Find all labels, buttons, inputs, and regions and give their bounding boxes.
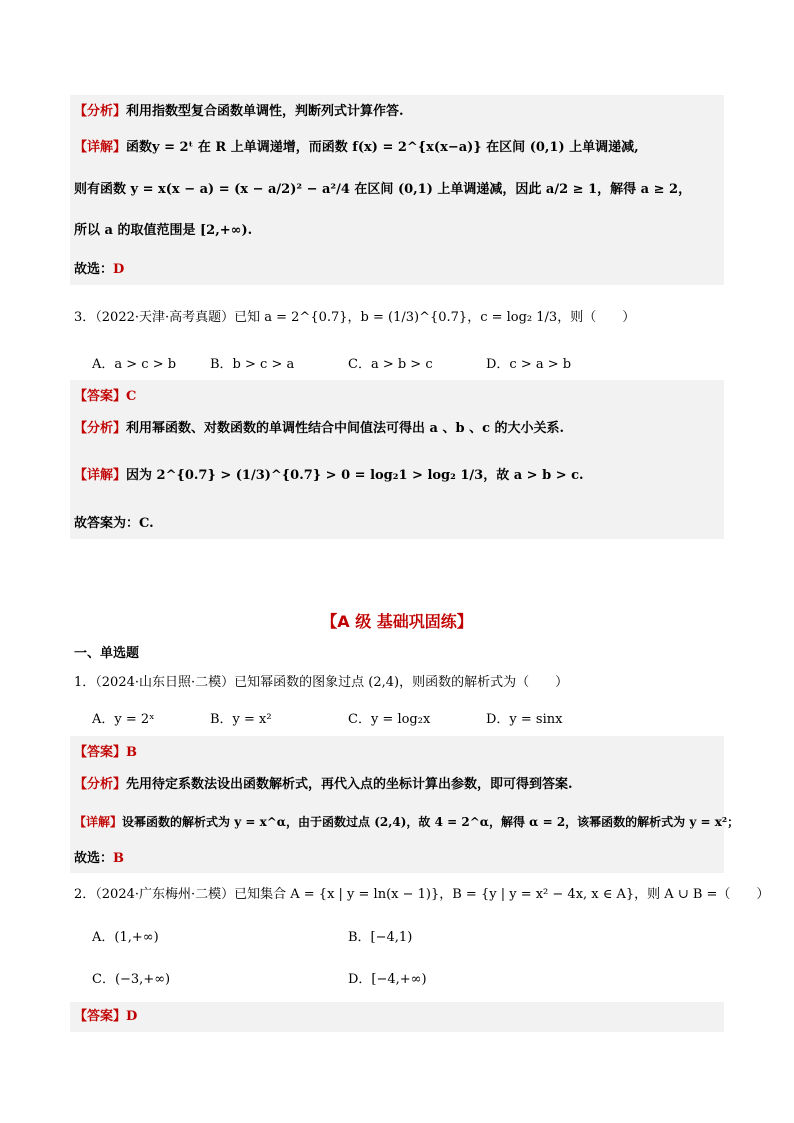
q3-answer-line [74, 388, 136, 406]
question-a1-stem: 1．（2024·山东日照·二模）已知幂函数的图象过点 (2,4)，则函数的解析式为（ ） [74, 675, 569, 690]
detail-text: 设幂函数的解析式为 y = x^α，由于函数过点 (2,4)，故 4 = 2^α，解得 α = 2，该幂函数的解析式为 y = x²； [122, 815, 740, 829]
detail-text-1: 函数y = 2ᵗ 在 R 上单调递增，而函数 f(x) = 2^{x(x−a)} 在区间 (0,1) 上单调递减, [126, 140, 639, 155]
choice-label: 故选： [74, 262, 114, 277]
qa1-option-b: B．y = x² [210, 712, 272, 727]
choice-value: D [113, 262, 125, 277]
qa2-answer-line [74, 1008, 137, 1026]
solution-block-a1 [70, 736, 724, 873]
qa2-option-c: C．(−3,+∞) [92, 972, 171, 987]
section-title: 【A 级 基础巩固练】 [321, 612, 473, 631]
answer-value: C [126, 389, 137, 404]
solution-block-q3 [70, 380, 724, 539]
choice-line [74, 261, 124, 279]
answer-value: B [126, 745, 138, 760]
analysis-text: 利用幂函数、对数函数的单调性结合中间值法可得出 a 、b 、c 的大小关系. [126, 421, 565, 436]
detail-text-2: 则有函数 y = x(x − a) = (x − a/2)² − a²/4 在区间 (0,1) 上单调递减，因此 a/2 ≥ 1，解得 a ≥ 2， [74, 182, 692, 197]
q3-detail-line [74, 467, 584, 485]
answer-tag: 【答案】 [74, 1009, 127, 1024]
q3-final-line [74, 515, 154, 533]
choice-value: B [113, 851, 125, 866]
qa1-option-d: D．y = sinx [486, 712, 563, 727]
detail-text-3: 所以 a 的取值范围是 [2,+∞). [74, 223, 253, 238]
analysis-line [74, 103, 404, 121]
analysis-text: 利用指数型复合函数单调性，判断列式计算作答. [126, 104, 404, 119]
answer-tag: 【答案】 [74, 389, 127, 404]
detail-tag: 【详解】 [74, 140, 127, 155]
section-subtitle: 一、单选题 [74, 646, 140, 661]
qa1-option-c: C．y = log₂x [348, 712, 431, 727]
analysis-text: 先用待定系数法设出函数解析式，再代入点的坐标计算出参数，即可得到答案. [126, 777, 573, 792]
answer-value: D [126, 1009, 138, 1024]
solution-block-a2 [70, 1002, 724, 1032]
qa1-detail-line [74, 813, 739, 831]
qa1-answer-line [74, 744, 137, 762]
q3-option-a: A．a > c > b [92, 357, 177, 372]
q3-analysis-line [74, 420, 564, 438]
qa1-choice-line [74, 850, 124, 868]
detail-tag: 【详解】 [74, 468, 127, 483]
question-3-stem: 3．（2022·天津·高考真题）已知 a = 2^{0.7}，b = (1/3)^{0.7}，c = log₂ 1/3，则（ ） [74, 310, 636, 325]
q3-option-b: B．b > c > a [210, 357, 295, 372]
choice-label: 故选： [74, 851, 114, 866]
detail-text: 因为 2^{0.7} > (1/3)^{0.7} > 0 = log₂1 > log₂ 1/3，故 a > b > c. [126, 468, 584, 483]
qa1-option-a: A．y = 2ˣ [92, 712, 155, 727]
q3-option-d: D．c > a > b [486, 357, 572, 372]
detail-tag: 【详解】 [74, 815, 123, 829]
analysis-tag: 【分析】 [74, 104, 127, 119]
q3-option-c: C．a > b > c [348, 357, 433, 372]
qa1-analysis-line [74, 776, 573, 794]
analysis-tag: 【分析】 [74, 777, 127, 792]
final-answer: 故答案为：C. [74, 516, 154, 531]
question-a2-stem: 2．（2024·广东梅州·二模）已知集合 A = {x | y = ln(x − 1)}，B = {y | y = x² − 4x, x ∈ A}，则 A ∪ B =（ ） [74, 887, 770, 902]
qa2-option-d: D．[−4,+∞) [348, 972, 427, 987]
detail-line-3 [74, 222, 252, 240]
answer-tag: 【答案】 [74, 745, 127, 760]
detail-line-1 [74, 139, 639, 157]
qa2-option-b: B．[−4,1) [348, 930, 413, 945]
qa2-option-a: A．(1,+∞) [92, 930, 159, 945]
detail-line-2 [74, 181, 691, 199]
analysis-tag: 【分析】 [74, 421, 127, 436]
